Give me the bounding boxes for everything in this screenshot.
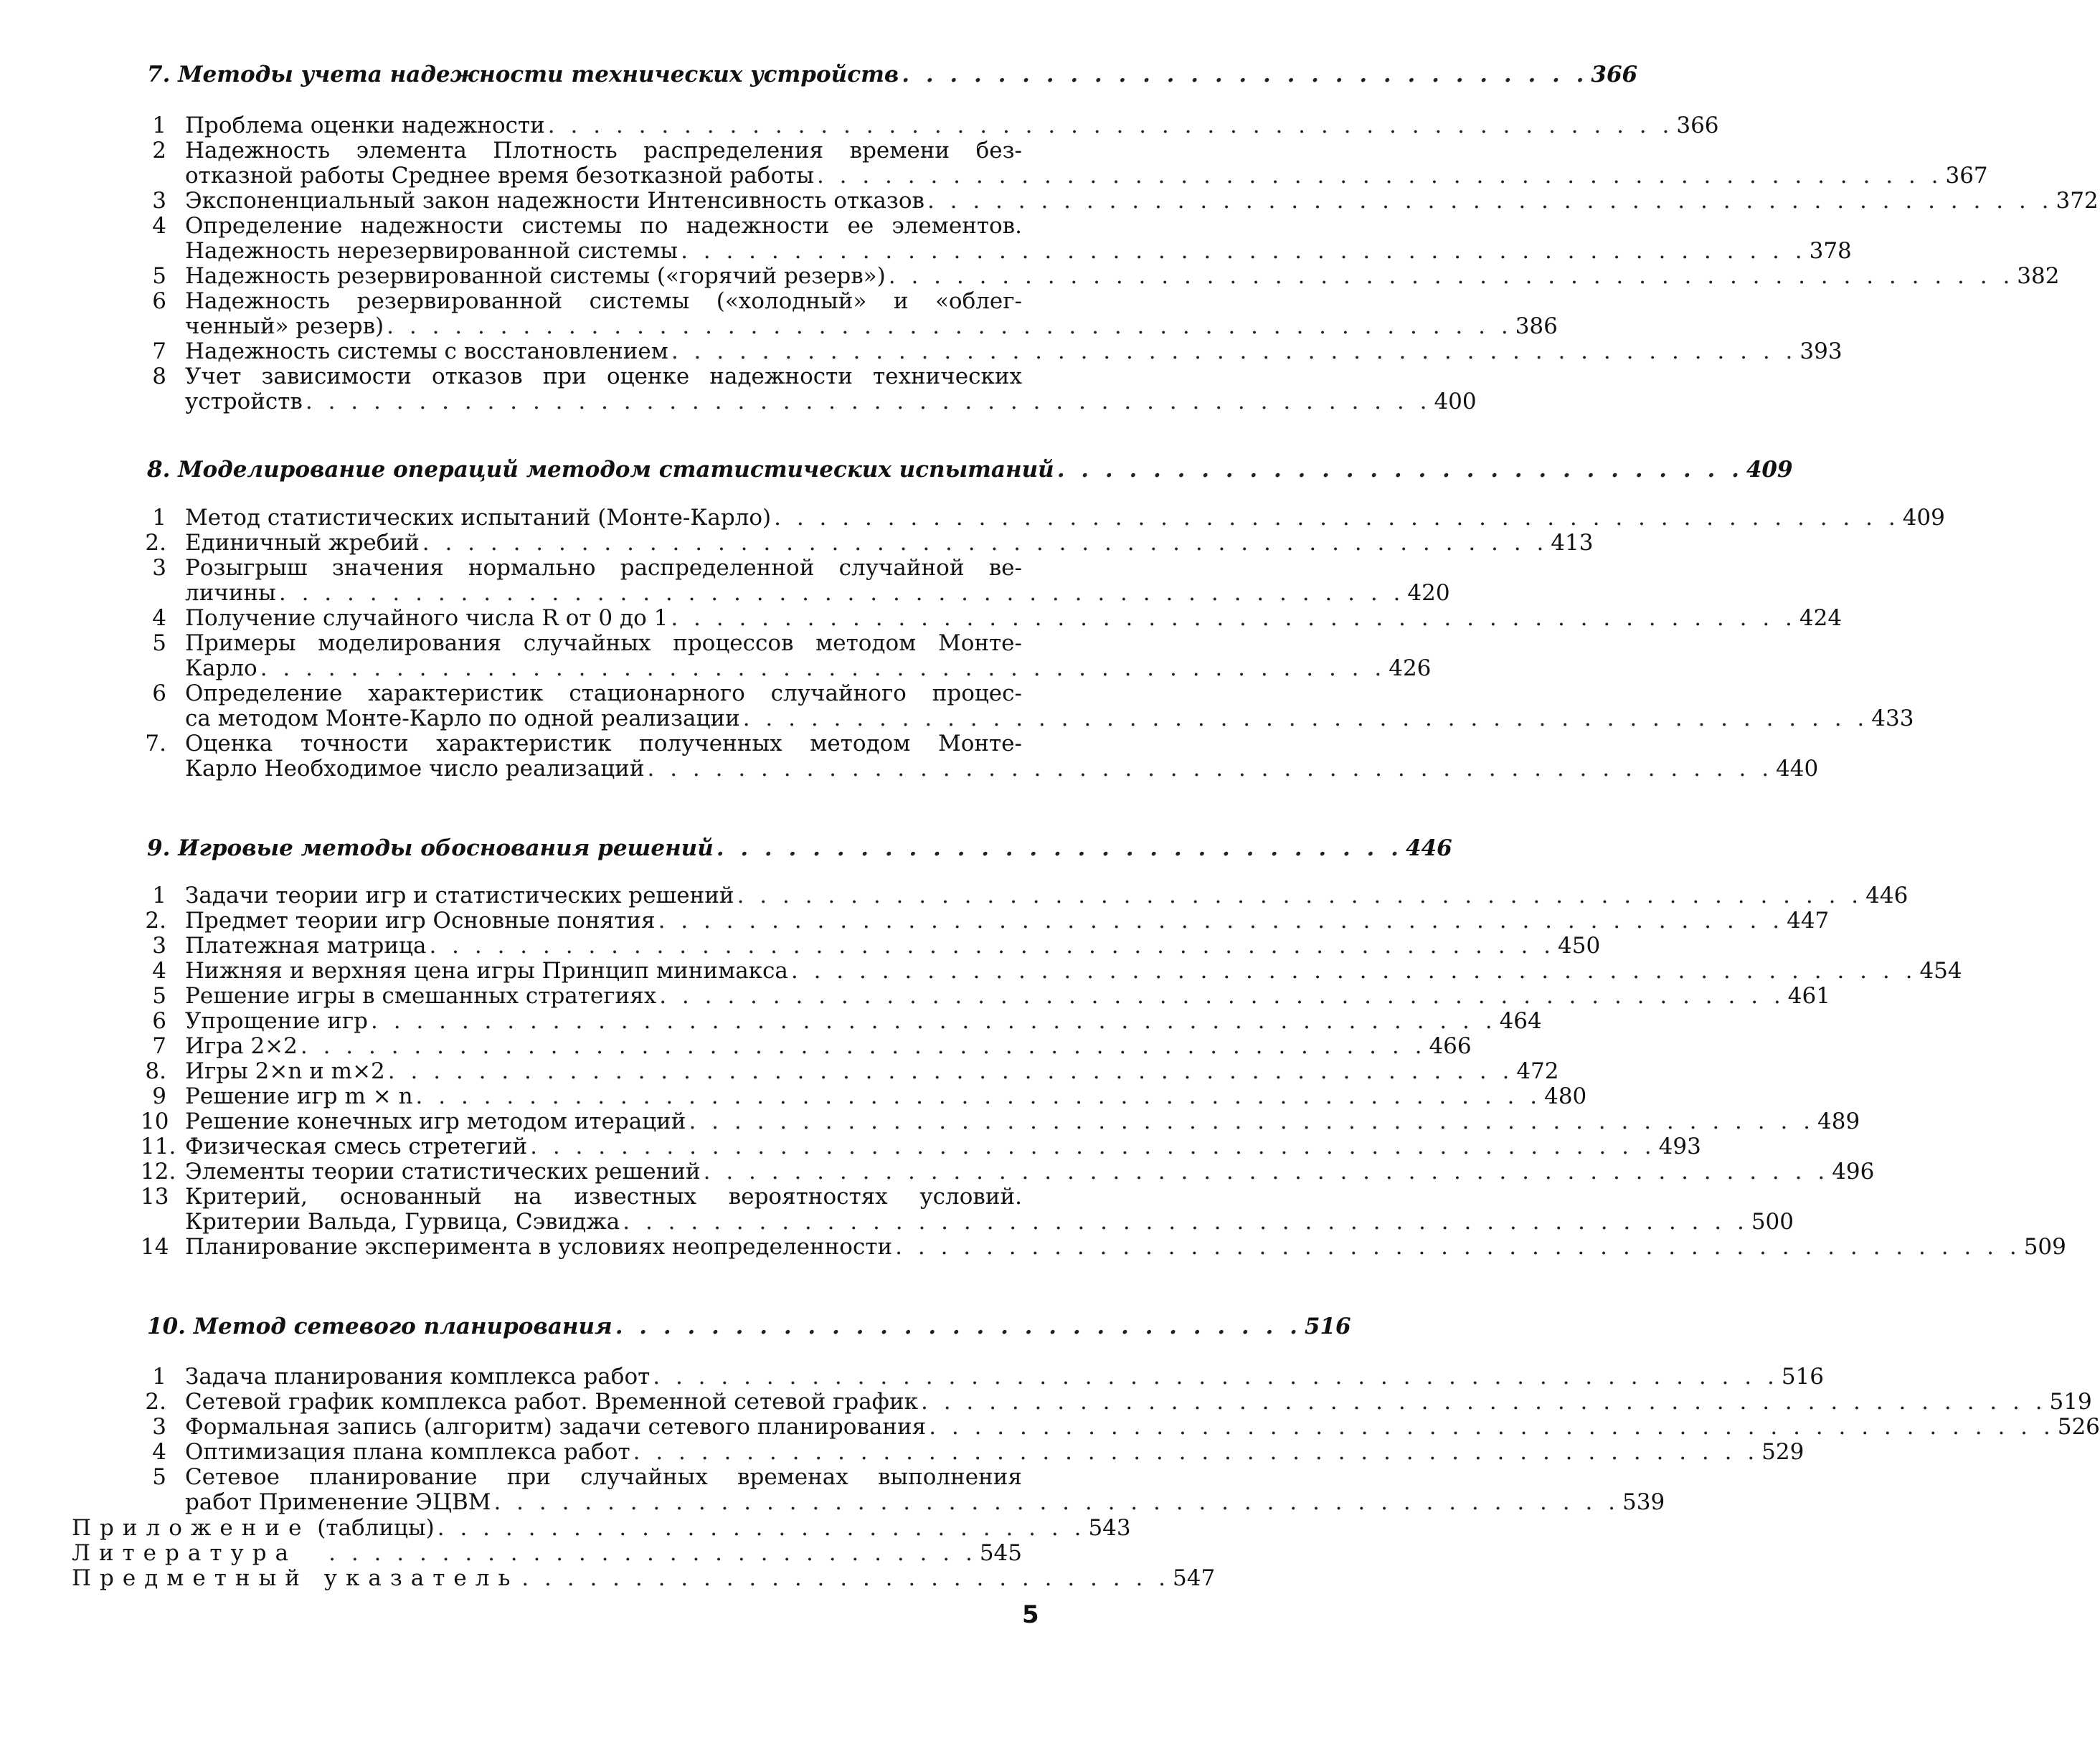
toc-entry (141, 1058, 1559, 1084)
section-title-line: Единичный жребий (185, 530, 420, 556)
section-title-line: Игра 2×2 (185, 1033, 298, 1059)
toc-entry (141, 138, 1988, 189)
section-number: 8. (145, 1058, 166, 1084)
section-title-line: Элементы теории статистических решений (185, 1159, 701, 1185)
section-title-line: Формальная запись (алгоритм) задачи сетевого планирования (185, 1414, 927, 1440)
section-title-line: Надежность резервированной системы («горячий резерв») (185, 263, 886, 289)
leader-dots: . . . . . . . . . . . . . . . . . . . . . . . . . . . . . . . . . . . . . . . . . . . . . . . . . . (623, 1209, 1749, 1235)
section-title-line: Учет зависимости отказов при оценке надежности технических (185, 364, 1022, 389)
toc-entry (141, 1414, 2100, 1440)
section-number: 3 (152, 933, 166, 959)
section-number: 4 (152, 605, 166, 631)
toc-entry (141, 933, 1601, 959)
leader-dots: . . . . . . . . . . . . . . . . . . . . . . . . . . . . . . . . . . . . . . . . . . . . . . . . . . (774, 505, 1900, 531)
leader-dots: . . . . . . . . . . . . . . . . . . . . . . . . . . . . . . . . . . . . . . . . . . . . . . . . . . (681, 238, 1807, 264)
leader-dots: . . . . . . . . . . . . . . . . . . . . . . . . . . . . . . . . . . . . . . . . . . . . . . . . . . (300, 1033, 1427, 1059)
page-ref: 372 (2056, 188, 2099, 214)
toc-entry (141, 680, 1914, 731)
back-matter-entry: Предметный указатель . . . . . . . . . . . . . . . . . . . . . . . . . . . . . 547 (72, 1565, 1216, 1591)
page-ref: 480 (1544, 1083, 1587, 1109)
toc-entry (141, 1134, 1701, 1159)
section-number: 12. (141, 1159, 176, 1185)
leader-dots: . . . . . . . . . . . . . . . . . . . . . . . . . . . . . . . . . . . . . . . . . . . . . . . . . . (927, 188, 2053, 214)
page-ref: 519 (2049, 1389, 2092, 1415)
section-title-line: отказной работы Среднее время безотказной работы (185, 163, 814, 189)
section-title-line: Упрощение игр (185, 1008, 369, 1034)
page-ref: 378 (1809, 238, 1852, 264)
section-title-line: Определение характеристик стационарного случайного процес- (185, 680, 1022, 706)
section-title-line: Задачи теории игр и статистических решений (185, 883, 734, 908)
section-number: 3 (152, 188, 166, 214)
section-number: 14 (141, 1234, 169, 1260)
leader-dots: . . . . . . . . . . . . . . . . . . . . . . . . . . . . . . . . . . . . . . . . . . . . . . . . . . (671, 338, 1797, 364)
leader-dots: . . . . . . . . . . . . . . . . . . . . . . . . . . . . . . . . . . . . . . . . . . . . . . . . . . (816, 163, 1943, 189)
leader-dots: . . . . . . . . . . . . . . . . . . . . . . . . . . . . . . . . . . . . . . . . . . . . . . . . . . (888, 263, 2015, 289)
section-title-line: Надежность элемента Плотность распределения времени без- (185, 138, 1022, 163)
section-title-line: Экспоненциальный закон надежности Интенсивность отказов (185, 188, 924, 214)
section-title-line: Решение игр m × n (185, 1083, 413, 1109)
toc-entry (141, 1464, 1665, 1515)
section-title-line: Оценка точности характеристик полученных методом Монте- (185, 731, 1022, 756)
leader-dots: . . . . . . . . . . . . . . . . . . . . . . . . . . . . . . . . . . . . . . . . . . . . . . . . . . (653, 1364, 1779, 1390)
page-ref: 539 (1622, 1489, 1665, 1515)
section-title-line: Решение игры в смешанных стратегиях (185, 983, 657, 1009)
section-title-line: Примеры моделирования случайных процессов методом Монте- (185, 630, 1022, 656)
page-ref: 509 (2023, 1234, 2066, 1260)
section-number: 6 (152, 288, 166, 314)
section-title-line: Предмет теории игр Основные понятия (185, 908, 656, 934)
section-number: 7. (145, 731, 166, 756)
toc-entry (141, 958, 1962, 984)
leader-dots: . . . . . . . . . . . . . . . . . . . . . . . . . . . . . . . . . . . . . . . . . . . . . . . . . . (493, 1489, 1620, 1515)
leader-dots: . . . . . . . . . . . . . . . . . . . . . . . . . . . . . . . . . . . . . . . . . . . . . . . . . . (689, 1109, 1815, 1134)
toc-entry (141, 1439, 1805, 1465)
section-number: 1 (152, 1364, 166, 1390)
section-number: 2 (152, 138, 166, 163)
section-title-line: Оптимизация плана комплекса работ (185, 1439, 630, 1465)
section-number: 4 (152, 213, 166, 239)
section-title-line: личины (185, 580, 276, 606)
leader-dots: . . . . . . . . . . . . . . . . . . . . . . . . . . . . . . . . . . . . . . . . . . . . . . . . . . (737, 883, 1863, 908)
page-ref: 472 (1516, 1058, 1559, 1084)
toc-entry (141, 364, 1477, 414)
chapter-heading: 7. Методы учета надежности технических устройств . . . . . . . . . . . . . . . . . . . . . . . . . . . . . 366 (147, 62, 1638, 87)
section-title-line: Физическая смесь стретегий (185, 1134, 528, 1159)
toc-entry (141, 883, 1909, 908)
toc-entry (141, 1033, 1472, 1059)
section-title-line: Надежность резервированной системы («холодный» и «облег- (185, 288, 1022, 314)
toc-entry (141, 1364, 1824, 1390)
section-title-line: Игры 2×n и m×2 (185, 1058, 385, 1084)
page-ref: 450 (1558, 933, 1601, 959)
leader-dots: . . . . . . . . . . . . . . . . . . . . . . . . . . . . . . . . . . . . . . . . . . . . . . . . . . (260, 655, 1386, 681)
section-title-line: Планирование эксперимента в условиях неопределенности (185, 1234, 893, 1260)
leader-dots: . . . . . . . . . . . . . . . . . . . . . . . . . . . . . . . . . . . . . . . . . . . . . . . . . . (371, 1008, 1497, 1034)
page-ref: 433 (1871, 706, 1914, 731)
page-ref: 400 (1434, 389, 1477, 414)
section-number: 1 (152, 883, 166, 908)
toc-entry (141, 1008, 1542, 1034)
section-number: 6 (152, 680, 166, 706)
toc-entry (141, 1083, 1587, 1109)
page-ref: 461 (1787, 983, 1830, 1009)
toc-entry (141, 1184, 1794, 1235)
section-title-line: Надежность нерезервированной системы (185, 238, 678, 264)
toc-entry (141, 263, 2060, 289)
leader-dots: . . . . . . . . . . . . . . . . . . . . . . . . . . . . . . . . . . . . . . . . . . . . . . . . . . (929, 1414, 2055, 1440)
section-title-line: ченный» резерв) (185, 313, 384, 339)
toc-entry (141, 555, 1450, 606)
section-number: 10 (141, 1109, 169, 1134)
page-ref: 440 (1776, 756, 1819, 782)
page-ref: 424 (1799, 605, 1843, 631)
section-number: 2. (145, 908, 166, 934)
leader-dots: . . . . . . . . . . . . . . . . . . . . . . . . . . . . . . . . . . . . . . . . . . . . . . . . . . (422, 530, 1548, 556)
leader-dots: . . . . . . . . . . . . . . . . . . . . . . . . . . . . . . . . . . . . . . . . . . . . . . . . . . (895, 1234, 2021, 1260)
section-number: 1 (152, 113, 166, 138)
back-matter-entry: Приложение (таблицы) . . . . . . . . . . . . . . . . . . . . . . . . . . . . . 543 (72, 1515, 1131, 1541)
leader-dots: . . . . . . . . . . . . . . . . . . . . . . . . . . . . . . . . . . . . . . . . . . . . . . . . . . (790, 958, 1917, 984)
section-title-line: Платежная матрица (185, 933, 427, 959)
page-ref: 446 (1865, 883, 1909, 908)
leader-dots: . . . . . . . . . . . . . . . . . . . . . . . . . . . . . . . . . . . . . . . . . . . . . . . . . . (671, 605, 1797, 631)
leader-dots: . . . . . . . . . . . . . . . . . . . . . . . . . . . . . . . . . . . . . . . . . . . . . . . . . . (647, 756, 1774, 782)
page-ref: 454 (1919, 958, 1962, 984)
section-number: 6 (152, 1008, 166, 1034)
chapter-heading: 8. Моделирование операций методом статистических испытаний . . . . . . . . . . . . . . . . . . . . . . . . . . . . . 409 (147, 457, 1793, 483)
page-ref: 366 (1676, 113, 1719, 138)
toc-entry (141, 288, 1558, 339)
section-title-line: работ Применение ЭЦВМ (185, 1489, 491, 1515)
chapter-heading: 9. Игровые методы обоснования решений . . . . . . . . . . . . . . . . . . . . . . . . . . . . . 446 (147, 835, 1452, 861)
toc-entry (141, 188, 2099, 214)
leader-dots: . . . . . . . . . . . . . . . . . . . . . . . . . . . . . . . . . . . . . . . . . . . . . . . . . . (415, 1083, 1542, 1109)
page-ref: 426 (1389, 655, 1432, 681)
leader-dots: . . . . . . . . . . . . . . . . . . . . . . . . . . . . . . . . . . . . . . . . . . . . . . . . . . (742, 706, 1869, 731)
section-number: 7 (152, 1033, 166, 1059)
page-ref: 516 (1781, 1364, 1824, 1390)
page-ref: 496 (1832, 1159, 1875, 1185)
section-title-line: Проблема оценки надежности (185, 113, 545, 138)
leader-dots: . . . . . . . . . . . . . . . . . . . . . . . . . . . . . . . . . . . . . . . . . . . . . . . . . . (633, 1439, 1759, 1465)
section-title-line: Критерий, основанный на известных вероятностях условий. (185, 1184, 1022, 1210)
section-number: 2. (145, 1389, 166, 1415)
toc-entry (141, 1109, 1860, 1134)
toc-entry (141, 605, 1843, 631)
leader-dots: . . . . . . . . . . . . . . . . . . . . . . . . . . . . . . . . . . . . . . . . . . . . . . . . . . (703, 1159, 1830, 1185)
section-number: 9 (152, 1083, 166, 1109)
leader-dots: . . . . . . . . . . . . . . . . . . . . . . . . . . . . . . . . . . . . . . . . . . . . . . . . . . (547, 113, 1674, 138)
toc-entry (141, 983, 1830, 1009)
section-title-line: Решение конечных игр методом итераций (185, 1109, 686, 1134)
section-title-line: Критерии Вальда, Гурвица, Сэвиджа (185, 1209, 620, 1235)
section-number: 4 (152, 958, 166, 984)
toc-entry (141, 908, 1830, 934)
page-ref: 393 (1799, 338, 1843, 364)
page-ref: 489 (1817, 1109, 1860, 1134)
page-ref: 493 (1658, 1134, 1701, 1159)
section-number: 4 (152, 1439, 166, 1465)
toc-entry (141, 213, 1852, 264)
toc-entry (141, 113, 1719, 138)
section-number: 13 (141, 1184, 169, 1210)
section-title-line: Карло Необходимое число реализаций (185, 756, 645, 782)
toc-entry (141, 630, 1432, 681)
chapter-heading: 10. Метод сетевого планирования . . . . . . . . . . . . . . . . . . . . . . . . . . . . . 516 (147, 1314, 1351, 1339)
page-number: 5 (1022, 1600, 1039, 1629)
section-title-line: са методом Монте-Карло по одной реализации (185, 706, 740, 731)
page-ref: 466 (1429, 1033, 1472, 1059)
section-title-line: устройств (185, 389, 303, 414)
leader-dots: . . . . . . . . . . . . . . . . . . . . . . . . . . . . . . . . . . . . . . . . . . . . . . . . . . (278, 580, 1405, 606)
toc-entry (141, 1389, 2092, 1415)
section-number: 1 (152, 505, 166, 531)
page-ref: 409 (1902, 505, 1945, 531)
section-title-line: Розыгрыш значения нормально распределенной случайной ве- (185, 555, 1022, 581)
section-title-line: Определение надежности системы по надежности ее элементов. (185, 213, 1022, 239)
leader-dots: . . . . . . . . . . . . . . . . . . . . . . . . . . . . . . . . . . . . . . . . . . . . . . . . . . (305, 389, 1432, 414)
leader-dots: . . . . . . . . . . . . . . . . . . . . . . . . . . . . . . . . . . . . . . . . . . . . . . . . . . (530, 1134, 1656, 1159)
toc-entry (141, 731, 1819, 782)
section-title-line: Получение случайного числа R от 0 до 1 (185, 605, 668, 631)
leader-dots: . . . . . . . . . . . . . . . . . . . . . . . . . . . . . . . . . . . . . . . . . . . . . . . . . . (921, 1389, 2047, 1415)
toc-entry (141, 1159, 1875, 1185)
section-number: 8 (152, 364, 166, 389)
back-matter-entry: Литература . . . . . . . . . . . . . . . . . . . . . . . . . . . . . 545 (72, 1540, 1022, 1566)
section-title-line: Задача планирования комплекса работ (185, 1364, 651, 1390)
section-title-line: Метод статистических испытаний (Монте-Карло) (185, 505, 772, 531)
page-ref: 413 (1551, 530, 1594, 556)
section-title-line: Сетевое планирование при случайных временах выполнения (185, 1464, 1022, 1490)
page-ref: 526 (2057, 1414, 2100, 1440)
toc-entry (141, 338, 1843, 364)
leader-dots: . . . . . . . . . . . . . . . . . . . . . . . . . . . . . . . . . . . . . . . . . . . . . . . . . . (387, 1058, 1514, 1084)
toc-entry (141, 530, 1594, 556)
section-number: 2. (145, 530, 166, 556)
leader-dots: . . . . . . . . . . . . . . . . . . . . . . . . . . . . . . . . . . . . . . . . . . . . . . . . . . (429, 933, 1555, 959)
section-title-line: Надежность системы с восстановлением (185, 338, 668, 364)
page-ref: 386 (1515, 313, 1558, 339)
toc-entry (141, 505, 1945, 531)
section-title-line: Сетевой график комплекса работ. Временной сетевой график (185, 1389, 918, 1415)
section-number: 5 (152, 983, 166, 1009)
page-ref: 529 (1761, 1439, 1805, 1465)
section-number: 3 (152, 1414, 166, 1440)
leader-dots: . . . . . . . . . . . . . . . . . . . . . . . . . . . . . . . . . . . . . . . . . . . . . . . . . . (387, 313, 1513, 339)
leader-dots: . . . . . . . . . . . . . . . . . . . . . . . . . . . . . . . . . . . . . . . . . . . . . . . . . . (659, 983, 1785, 1009)
section-number: 3 (152, 555, 166, 581)
section-number: 11. (141, 1134, 176, 1159)
section-number: 5 (152, 1464, 166, 1490)
section-title-line: Нижняя и верхняя цена игры Принцип минимакса (185, 958, 788, 984)
page-ref: 500 (1751, 1209, 1794, 1235)
page-ref: 367 (1945, 163, 1988, 189)
section-number: 5 (152, 630, 166, 656)
section-number: 7 (152, 338, 166, 364)
toc-entry (141, 1234, 2066, 1260)
page-ref: 420 (1407, 580, 1450, 606)
page-ref: 447 (1787, 908, 1830, 934)
section-number: 5 (152, 263, 166, 289)
leader-dots: . . . . . . . . . . . . . . . . . . . . . . . . . . . . . . . . . . . . . . . . . . . . . . . . . . (658, 908, 1784, 934)
page-ref: 464 (1499, 1008, 1542, 1034)
section-title-line: Карло (185, 655, 257, 681)
page-ref: 382 (2017, 263, 2060, 289)
